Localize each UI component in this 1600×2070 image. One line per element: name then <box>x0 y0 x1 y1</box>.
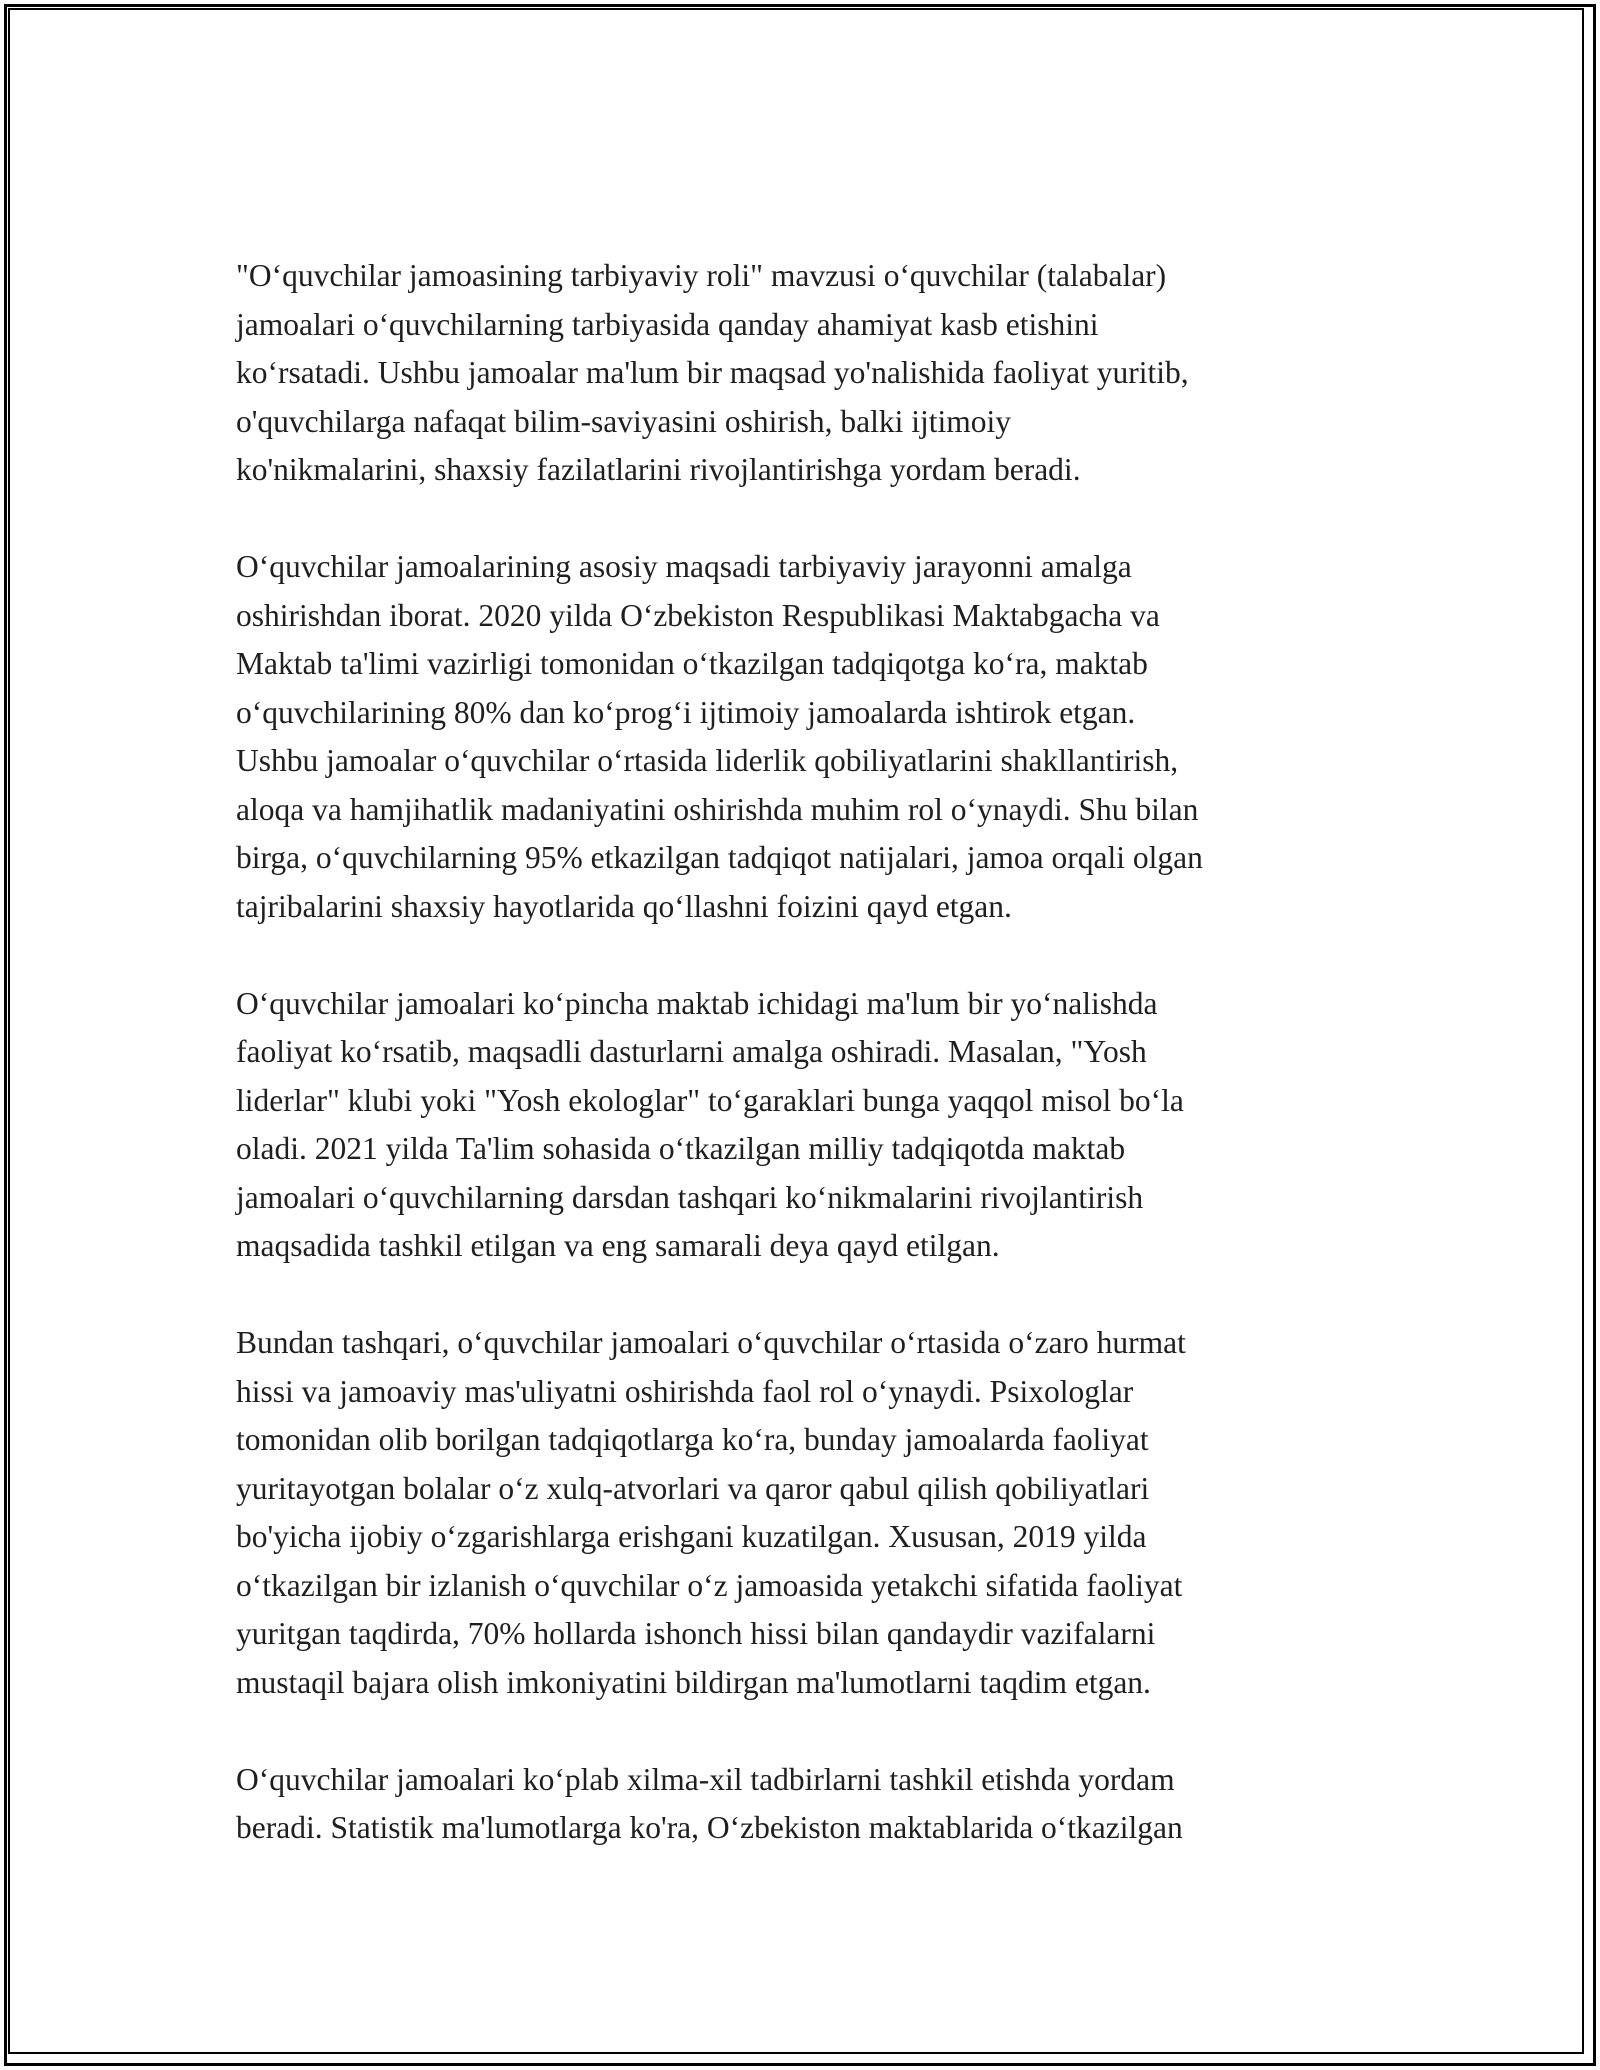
paragraph-5: O‘quvchilar jamoalari ko‘plab xilma-xil tadbirlarni tashkil etishda yordam beradi. Statistik ma'lumotlarga ko'ra, O‘zbekiston maktablarida o‘tkazilgan <box>236 1761 1183 1845</box>
paragraph-3: O‘quvchilar jamoalari ko‘pincha maktab ichidagi ma'lum bir yo‘nalishda faoliyat ko‘rsatib, maqsadli dasturlarni amalga oshiradi. Masalan, "Yosh liderlar" klubi yoki "Yosh ekologlar" to‘garaklari bunga yaqqol misol bo‘la oladi. 2021 yilda Ta'lim sohasida o‘tkazilgan milliy tadqiqotda maktab jamoalari o‘quvchilarning darsdan tashqari ko‘nikmalarini rivojlantirish maqsadida tashkil etilgan va eng samarali deya qayd etilgan. <box>236 985 1184 1263</box>
paragraph-2: O‘quvchilar jamoalarining asosiy maqsadi tarbiyaviy jarayonni amalga oshirishdan iborat. 2020 yilda O‘zbekiston Respublikasi Maktabgacha va Maktab ta'limi vazirligi tomonidan o‘tkazilgan tadqiqotga ko‘ra, maktab o‘quvchilarining 80% dan ko‘prog‘i ijtimoiy jamoalarda ishtirok etgan. Ushbu jamoalar o‘quvchilar o‘rtasida liderlik qobiliyatlarini shakllantirish, aloqa va hamjihatlik madaniyatini oshirishda muhim rol o‘ynaydi. Shu bilan birga, o‘quvchilarning 95% etkazilgan tadqiqot natijalari, jamoa orqali olgan tajribalarini shaxsiy hayotlarida qo‘llashni foizini qayd etgan. <box>236 549 1203 924</box>
paragraph-1: "O‘quvchilar jamoasining tarbiyaviy roli" mavzusi o‘quvchilar (talabalar) jamoalari o‘quvchilarning tarbiyasida qanday ahamiyat kasb etishini ko‘rsatadi. Ushbu jamoalar ma'lum bir maqsad yo'nalishida faoliyat yuritib, o'quvchilarga nafaqat bilim-saviyasini oshirish, balki ijtimoiy ko'nikmalarini, shaxsiy fazilatlarini rivojlantirishga yordam beradi. <box>236 258 1189 487</box>
document-body <box>236 252 1368 1853</box>
paragraph-4: Bundan tashqari, o‘quvchilar jamoalari o‘quvchilar o‘rtasida o‘zaro hurmat hissi va jamoaviy mas'uliyatni oshirishda faol rol o‘ynaydi. Psixologlar tomonidan olib borilgan tadqiqotlarga ko‘ra, bunday jamoalarda faoliyat yuritayotgan bolalar o‘z xulq-atvorlari va qaror qabul qilish qobiliyatlari bo'yicha ijobiy o‘zgarishlarga erishgani kuzatilgan. Xususan, 2019 yilda o‘tkazilgan bir izlanish o‘quvchilar o‘z jamoasida yetakchi sifatida faoliyat yuritgan taqdirda, 70% hollarda ishonch hissi bilan qandaydir vazifalarni mustaqil bajara olish imkoniyatini bildirgan ma'lumotlarni taqdim etgan. <box>236 1325 1186 1700</box>
